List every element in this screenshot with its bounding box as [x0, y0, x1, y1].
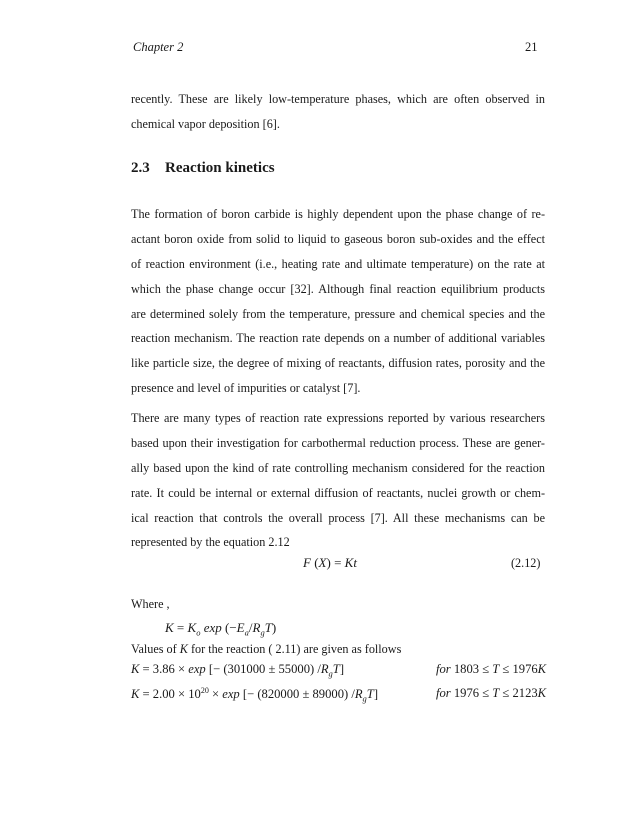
paragraph-rate-expressions	[131, 406, 545, 555]
text-line: of reaction environment (i.e., heating rate and ultimate temperature) on the rate at	[131, 256, 545, 271]
text-line: are determined solely from the temperature, pressure and chemical species and the	[131, 306, 545, 321]
section-title: Reaction kinetics	[165, 160, 275, 176]
paragraph-intro	[131, 87, 545, 137]
text-line: based upon their investigation for carbothermal reduction process. These are gener-	[131, 435, 545, 450]
equation-number: (2.12)	[511, 556, 541, 570]
condition-low-range: for 1803 ≤ T ≤ 1976K	[436, 662, 547, 676]
text-line: which the phase change occur [32]. Although final reaction equilibrium products	[131, 281, 545, 296]
text-line: chemical vapor deposition [6].	[131, 116, 280, 131]
section-heading	[131, 160, 275, 177]
text-line: reaction mechanism. The reaction rate depends on a number of additional variables	[131, 331, 545, 346]
text-line: rate. It could be internal or external diffusion of reactants, nuclei growth or chem-	[131, 485, 545, 500]
text-line: represented by the equation 2.12	[131, 535, 290, 550]
text-line: ical reaction that controls the overall process [7]. All these mechanisms can be	[131, 510, 545, 525]
text-line: There are many types of reaction rate expressions reported by various researchers	[131, 411, 545, 425]
text-line: recently. These are likely low-temperature phases, which are often observed in	[131, 92, 545, 106]
values-intro: Values of K for the reaction ( 2.11) are given as follows	[131, 642, 402, 656]
text-line: The formation of boron carbide is highly dependent upon the phase change of re-	[131, 207, 545, 221]
text-line: presence and level of impurities or catalyst [7].	[131, 381, 361, 396]
rate-constant-definition: $K = K_o$ $\exp (-E_a/R_gT)$	[165, 620, 277, 638]
text-line: like particle size, the degree of mixing of reactants, diffusion rates, porosity and the	[131, 356, 545, 371]
equation-rate-law: F (X) = Kt	[303, 555, 357, 570]
equation-k-low-range: K = 3.86 × exp [− (301000 ± 55000) $/R_gT$]	[131, 662, 345, 679]
text-line: actant boron oxide from solid to liquid to gaseous boron sub-oxides and the effect	[131, 231, 545, 246]
equation-k-high-range: $K = 2.00 \times 10^{20} \times \exp$ [− (820000 ± 89000) $/R_gT$]	[131, 686, 379, 704]
section-number: 2.3	[131, 160, 150, 176]
page-number: 21	[525, 40, 538, 54]
where-label: Where ,	[131, 597, 170, 611]
running-header-chapter: Chapter 2	[133, 40, 184, 54]
condition-high-range: for 1976 ≤ T ≤ 2123K	[436, 686, 547, 700]
text-line: ally based upon the kind of rate controlling mechanism considered for the reaction	[131, 460, 545, 475]
paragraph-formation	[131, 202, 545, 401]
